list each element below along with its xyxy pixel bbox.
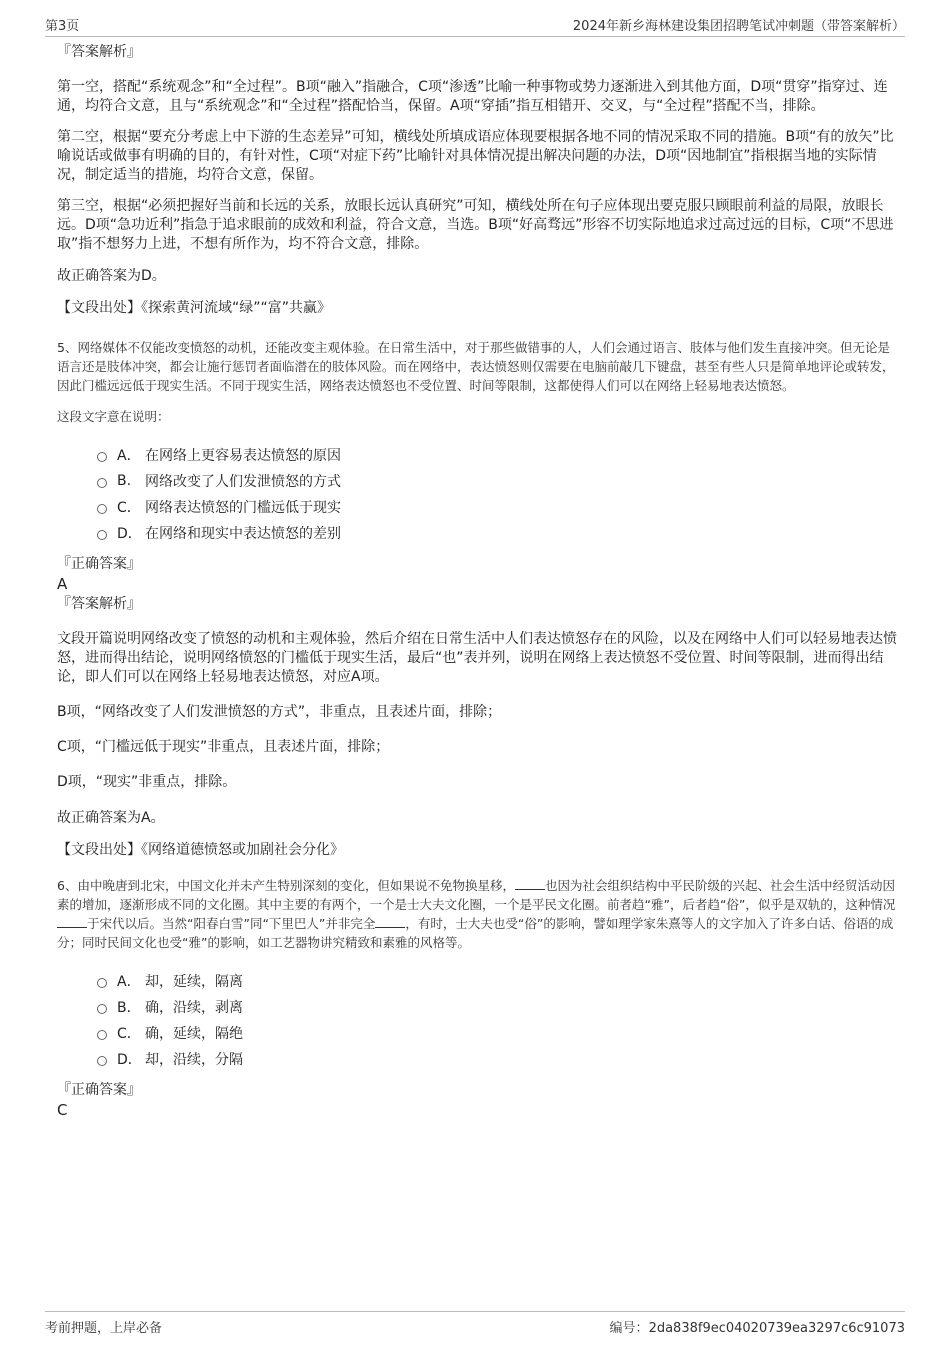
blank-line (515, 877, 545, 890)
q5-option-a[interactable]: A． 在网络上更容易表达愤怒的原因 (97, 442, 897, 468)
page-footer (45, 1311, 905, 1336)
q6-options (97, 968, 897, 1072)
page-number: 第3页 (45, 19, 80, 34)
q5-analysis-a3: C项，“门槛远低于现实”非重点，且表述片面，排除； (57, 739, 390, 755)
document-title: 2024年新乡海林建设集团招聘笔试冲刺题（带答案解析） (572, 19, 905, 34)
radio-icon[interactable] (97, 504, 107, 514)
q5-options (97, 442, 897, 546)
blank-line (375, 915, 405, 928)
q4-conclusion: 故正确答案为D。 (57, 268, 166, 284)
q5-source: 【文段出处】《网络道德愤怒或加剧社会分化》 (57, 842, 344, 858)
q5-stem: 5、网络媒体不仅能改变愤怒的动机，还能改变主观体验。在日常生活中，对于那些做错事的人，人们会通过语言、肢体与他们发生直接冲突。但无论是语言还是肢体冲突，都会让施行惩罚者面临潜在的肢体风险。而在网络中，表达愤怒则仅需要在电脑前敲几下键盘，甚至有些人只是简单地评论或转发，因此门槛远远低于现实生活。不同于现实生活，网络表达愤怒也不受位置、时间等限制，这都使得人们可以在网络上轻易地表达愤怒。 (57, 340, 895, 393)
q5-conclusion: 故正确答案为A。 (57, 810, 165, 826)
q6-option-d[interactable]: D． 却，沿续，分隔 (97, 1046, 897, 1072)
q6-option-c[interactable]: C． 确，延续，隔绝 (97, 1020, 897, 1046)
q6-answer: C (57, 1101, 68, 1119)
radio-icon[interactable] (97, 530, 107, 540)
radio-icon[interactable] (97, 1056, 107, 1066)
q5-prompt: 这段文字意在说明： (57, 409, 170, 424)
radio-icon[interactable] (97, 478, 107, 488)
q4-analysis-p3: 第三空，根据“必须把握好当前和长远的关系，放眼长远认真研究”可知，横线处所在句子应体现出要克服只顾眼前利益的局限，放眼长远。D项“急功近利”指急于追求眼前的成效和利益，符合文意，当选。B项“好高骛远”形容不切实际地追求过高过远的目标，C项“不思进取”指不想努力上进，不想有所作为，均不符合文意，排除。 (57, 198, 894, 252)
radio-icon[interactable] (97, 1030, 107, 1040)
footer-slogan: 考前押题，上岸必备 (45, 1321, 163, 1336)
q5-answer-label: 『正确答案』 (57, 556, 141, 572)
page-header (45, 14, 905, 37)
q6-answer-label: 『正确答案』 (57, 1082, 141, 1098)
q5-option-d[interactable]: D． 在网络和现实中表达愤怒的差别 (97, 520, 897, 546)
q5-option-c[interactable]: C． 网络表达愤怒的门槛远低于现实 (97, 494, 897, 520)
q5-answer: A (57, 575, 68, 593)
q5-analysis-a2: B项，“网络改变了人们发泄愤怒的方式”，非重点，且表述片面，排除； (57, 704, 502, 720)
q5-analysis-a4: D项，“现实”非重点，排除。 (57, 774, 237, 790)
radio-icon[interactable] (97, 978, 107, 988)
q4-analysis-label: 『答案解析』 (57, 44, 141, 60)
q6-stem: 6、由中晚唐到北宋，中国文化并未产生特别深刻的变化，但如果说不免物换星移， 也因为社会组织结构中平民阶级的兴起、社会生活中经贸活动因素的增加，逐渐形成不同的文化圈。其中主要的有两个，一个是士大夫文化圈，一个是平民文化圈。前者趋“雅”，后者趋“俗”，似乎是双轨的，这种情况于宋代以后。当然“阳春白雪”同“下里巴人”并非完全 ，有时，士大夫也受“俗”的影响，譬如理学家朱熹等人的文字加入了许多白话、俗语的成分；同时民间文化也受“雅”的影响，如工艺器物讲究精致和素雅的风格等。 (57, 878, 896, 950)
q5-analysis-label: 『答案解析』 (57, 596, 141, 612)
footer-code: 编号：2da838f9ec04020739ea3297c6c91073 (609, 1321, 905, 1336)
radio-icon[interactable] (97, 452, 107, 462)
page-content (57, 42, 897, 1120)
radio-icon[interactable] (97, 1004, 107, 1014)
q5-analysis-a1: 文段开篇说明网络改变了愤怒的动机和主观体验，然后介绍在日常生活中人们表达愤怒存在的风险，以及在网络中人们可以轻易地表达愤怒，进而得出结论，说明网络愤怒的门槛低于现实生活，最后“也”表并列，说明在网络上表达愤怒不受位置、时间等限制，进而得出结论，即人们可以在网络上轻易地表达愤怒，对应A项。 (57, 631, 897, 685)
q4-analysis-p2: 第二空，根据“要充分考虑上中下游的生态差异”可知，横线处所填成语应体现要根据各地不同的情况采取不同的措施。B项“有的放矢”比喻说话或做事有明确的目的，有针对性，C项“对症下药”比喻针对具体情况提出解决问题的办法，D项“因地制宜”指根据当地的实际情况，制定适当的措施，均符合文意，保留。 (57, 129, 894, 183)
q5-option-b[interactable]: B. 网络改变了人们发泄愤怒的方式 (97, 468, 897, 494)
q6-option-b[interactable]: B． 确，沿续，剥离 (97, 994, 897, 1020)
q6-option-a[interactable]: A． 却，延续，隔离 (97, 968, 897, 994)
blank-line (57, 915, 87, 928)
q4-analysis-p1: 第一空，搭配“系统观念”和“全过程”。B项“融入”指融合，C项“渗透”比喻一种事物或势力逐渐进入到其他方面，D项“贯穿”指穿过、连通，均符合文意，且与“系统观念”和“全过程”搭配恰当，保留。A项“穿插”指互相错开、交叉，与“全过程”搭配不当，排除。 (57, 79, 888, 114)
q4-source: 【文段出处】《探索黄河流域“绿”“富”共赢》 (57, 300, 332, 316)
